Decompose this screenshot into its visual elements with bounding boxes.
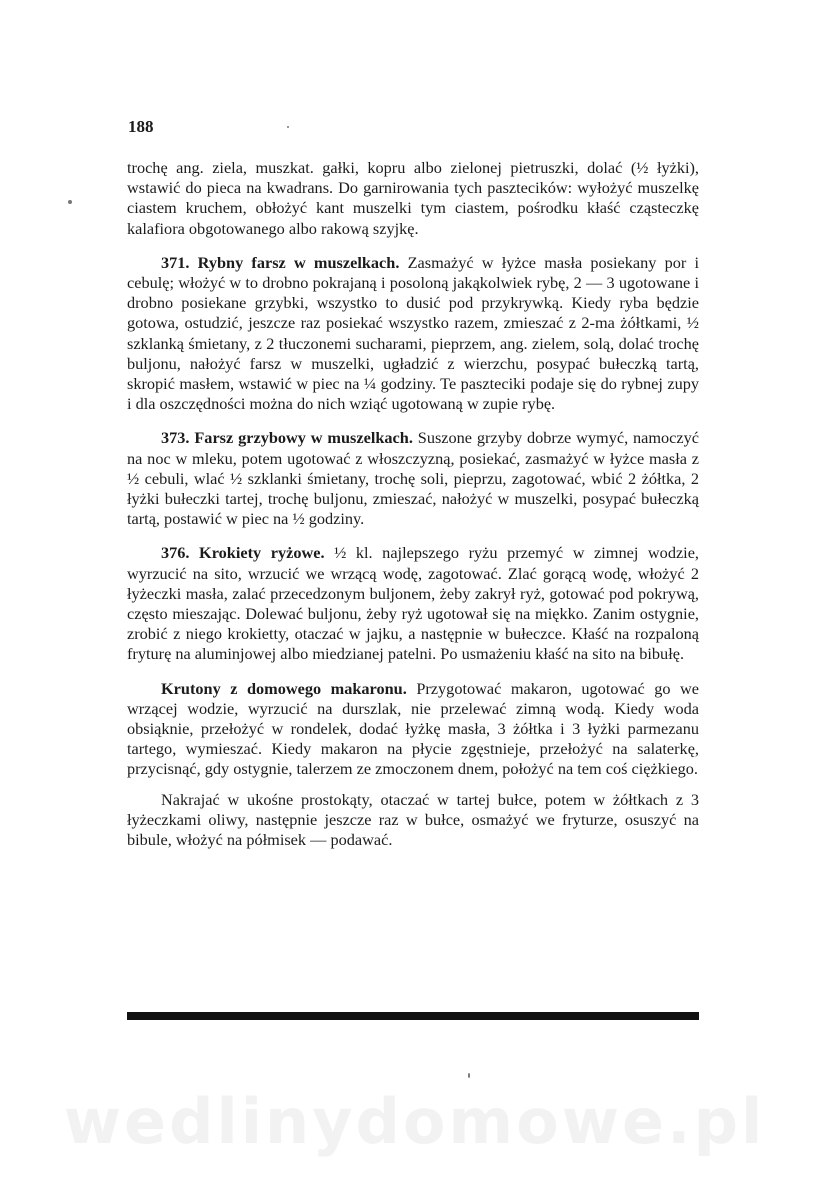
scan-speck xyxy=(287,126,289,128)
page-number: 188 xyxy=(128,117,154,136)
recipe-373-text: Suszone grzyby dobrze wymyć, namoczyć na noc w mleku, potem ugotować z włoszczyzną, posiekać, zasmażyć w łyżce masła z ½ cebuli, wlać ½ szklanki śmietany, trochę soli, pieprzu, zagotować, wbić 2 żółtka, 2 łyżki bułeczki tartej, trochę buljonu, zmieszać, nałożyć w muszelki, posypać bułeczką tartą, postawić w piec na ½ godziny. xyxy=(127,428,699,529)
watermark: wedlinydomowe.pl xyxy=(63,1085,766,1158)
recipe-371 xyxy=(127,253,699,415)
recipe-373-title: 373. Farsz grzybowy w muszelkach. xyxy=(161,428,413,448)
recipe-373 xyxy=(127,428,699,529)
recipe-krutony-title: Krutony z domowego makaronu. xyxy=(161,678,407,698)
recipe-371-title: 371. Rybny farsz w muszelkach. xyxy=(161,252,400,272)
recipe-krutony xyxy=(127,679,699,780)
intro-paragraph: trochę ang. ziela, muszkat. gałki, kopru albo zielonej pietruszki, dolać (½ łyżki), wstawić do pieca na kwadrans. Do garnirowania tych pasztecików: wyłożyć muszelkę ciastem kruchem, obłożyć kant muszelki tym ciastem, pośrodku kłaść cząsteczkę kalafiora obgotowanego albo rakową szyjkę. xyxy=(127,158,699,238)
recipe-krutony-text: Przygotować makaron, ugotować go we wrzącej wodzie, wyrzucić na durszlak, nie przelewać zimną wodą. Kiedy woda obsiąknie, przełożyć w rondelek, dodać łyżkę masła, 3 żółtka i 3 łyżki parmezanu tartego, wymieszać. Kiedy makaron na płycie zgęstnieje, przełożyć na salaterkę, przycisnąć, gdy ostygnie, talerzem ze zmoczonem dnem, położyć na tem coś ciężkiego. xyxy=(127,678,699,779)
scan-speck xyxy=(468,1073,470,1078)
scan-speck xyxy=(68,200,72,204)
closing-paragraph: Nakrajać w ukośne prostokąty, otaczać w tartej bułce, potem w żółtkach z 3 łyżeczkami oliwy, następnie jeszcze raz w bułce, osmażyć we fryturze, osuszyć na bibule, włożyć na półmisek — podawać. xyxy=(127,789,699,850)
page-rule xyxy=(127,1012,699,1020)
recipe-376-title: 376. Krokiety ryżowe. xyxy=(161,543,325,563)
page-body xyxy=(127,158,699,850)
recipe-371-text: Zasmażyć w łyżce masła posiekany por i cebulę; włożyć w to drobno pokrajaną i posoloną jakąkolwiek rybę, 2 — 3 ugotowane i drobno posiekane grzybki, wszystko to dusić pod przykrywką. Kiedy ryba będzie gotowa, ostudzić, jeszcze raz posiekać wszystko razem, zmieszać z 2-ma żółtkami, ½ szklanką śmietany, z 2 tłuczonemi sucharami, pieprzem, ang. zielem, solą, dolać trochę buljonu, nałożyć farsz w muszelki, ugładzić z wierzchu, posypać bułeczką tartą, skropić masłem, wstawić w piec na ¼ godziny. Te paszteciki podaje się do rybnej zupy i dla oszczędności można do nich wziąć ugotowaną w zupie rybę. xyxy=(127,252,699,414)
recipe-376-text: ½ kl. najlepszego ryżu przemyć w zimnej wodzie, wyrzucić na sito, wrzucić we wrzącą wodę, zagotować. Zlać gorącą wodę, włożyć 2 łyżeczki masła, zalać przecedzonym buljonem, żeby zakrył ryż, gotować pod pokrywą, często mieszając. Dolewać buljonu, żeby ryż ugotował się na miękko. Zanim ostygnie, zrobić z niego krokietty, otaczać w jajku, a następnie w bułeczce. Kłaść na rozpaloną fryturę na aluminjowej albo miedzianej patelni. Po usmażeniu kłaść na sito na bibułę. xyxy=(127,543,700,664)
recipe-376 xyxy=(127,543,699,664)
